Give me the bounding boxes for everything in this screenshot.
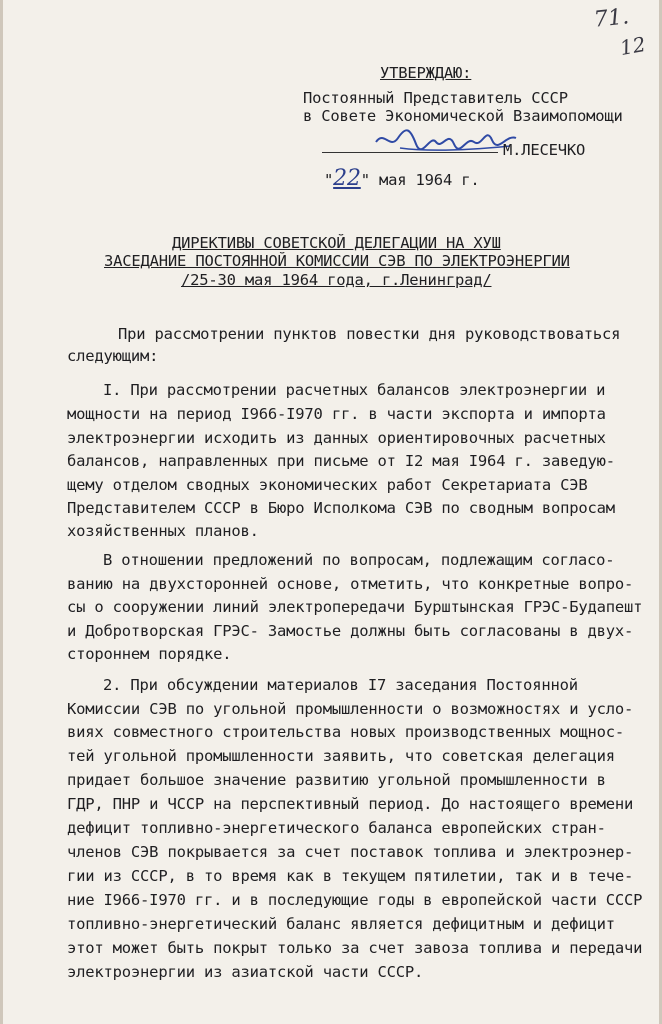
body-line: и Добротворская ГРЭС- Замостье должны быть согласованы в двух- — [67, 622, 634, 640]
body-line: При рассмотрении пунктов повестки дня руководствоваться — [118, 325, 621, 343]
date-rest: мая 1964 г. — [379, 171, 480, 189]
body-line: следующим: — [67, 347, 159, 365]
approval-title: УТВЕРЖДАЮ: — [380, 64, 472, 82]
body-line: В отношении предложений по вопросам, подлежащим согласо- — [103, 551, 615, 569]
body-line: мощности на период I966-I970 гг. в части экспорта и импорта — [67, 405, 606, 423]
heading-line-3: /25-30 мая 1964 года, г.Ленинград/ — [181, 271, 492, 289]
body-line: придает большое значение развитию угольной промышленности в — [67, 771, 606, 789]
body-line: этот может быть покрыт только за счет завоза топлива и передачи — [67, 939, 643, 957]
page-left-edge — [0, 0, 3, 1024]
body-line: членов СЭВ покрывается за счет поставок топлива и электроэнер- — [67, 843, 634, 861]
body-line: стороннем порядке. — [67, 645, 232, 663]
approval-date: "22" мая 1964 г. — [324, 166, 480, 191]
body-line: щему отделом сводных экономических работ Секретариата СЭВ — [67, 476, 588, 494]
body-line: ГДР, ПНР и ЧССР на перспективный период. До настоящего времени — [67, 795, 634, 813]
body-line: Представителем СССР в Бюро Исполкома СЭВ по сводным вопросам — [67, 499, 615, 517]
approval-line-1: Постоянный Представитель СССР — [303, 89, 568, 107]
body-line: ние I966-I970 гг. и в последующие годы в европейской части СССР — [67, 891, 643, 909]
heading-line-1: ДИРЕКТИВЫ СОВЕТСКОЙ ДЕЛЕГАЦИИ НА ХУШ — [172, 234, 501, 252]
body-line: электроэнергии из азиатской части СССР. — [67, 963, 424, 981]
body-line: виях совместного строительства новых производственных мощнос- — [67, 723, 625, 741]
body-line: топливно-энергетический баланс является дефицитным и дефицит — [67, 915, 615, 933]
body-line: гии из СССР, в то время как в текущем пятилетии, так и в тече- — [67, 867, 634, 885]
archive-number-top: 71. — [592, 4, 631, 33]
body-line: дефицит топливно-энергетического баланса европейских стран- — [67, 819, 606, 837]
signer-name: М.ЛЕСЕЧКО — [503, 141, 586, 159]
body-line: 2. При обсуждении материалов I7 заседания Постоянной — [103, 676, 578, 694]
signature-line — [322, 152, 498, 153]
heading-line-2: ЗАСЕДАНИЕ ПОСТОЯННОЙ КОМИССИИ СЭВ ПО ЭЛЕКТРОЭНЕРГИИ — [104, 252, 570, 270]
body-line: тей угольной промышленности заявить, что советская делегация — [67, 747, 615, 765]
body-line: сы о сооружении линий электропередачи Бурштынская ГРЭС-Будапешт — [67, 598, 643, 616]
body-line: электроэнергии исходить из данных ориентировочных расчетных — [67, 429, 606, 447]
archive-number-bottom: 12 — [618, 31, 648, 61]
body-line: Комиссии СЭВ по угольной промышленности о возможностях и усло- — [67, 700, 634, 718]
body-line: балансов, направленных при письме от I2 мая I964 г. заведую- — [67, 452, 615, 470]
date-day: 22 — [333, 166, 361, 191]
body-line: хозяйственных планов. — [67, 522, 259, 540]
body-line: I. При рассмотрении расчетных балансов электроэнергии и — [103, 381, 606, 399]
approval-line-2: в Совете Экономической Взаимопомощи — [303, 107, 623, 125]
body-line: ванию на двухсторонней основе, отметить, что конкретные вопро- — [67, 575, 634, 593]
